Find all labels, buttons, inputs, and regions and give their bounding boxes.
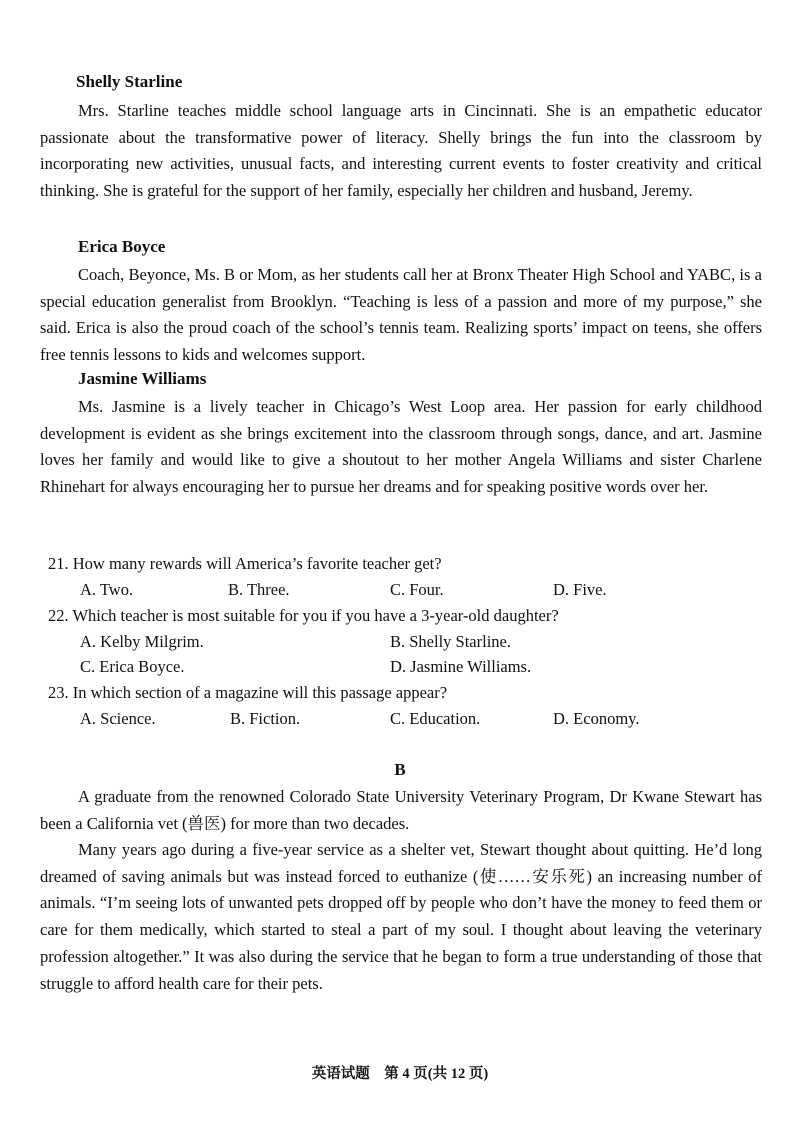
q23-option-a[interactable]: A. Science.: [80, 709, 156, 728]
q21-option-b[interactable]: B. Three.: [228, 580, 290, 599]
teacher-name-shelly: Shelly Starline: [76, 72, 183, 91]
section-b-paragraph-2: Many years ago during a five-year service as a shelter vet, Stewart thought about quitting. He’d long dreamed of saving animals but was instead forced to euthanize (使……安乐死) an increasing number of animals. “I’m seeing lots of unwanted pets dropped off by people who don’t have the money to feed them or care for them medically, which started to steal a part of my soul. I thought about leaving the veterinary profession altogether.” It was also during the service that he began to form a true understanding of those that struggle to afford health care for their pets.: [40, 840, 762, 993]
page-footer: 英语试题 第 4 页(共 12 页): [311, 1066, 489, 1082]
q23-option-b[interactable]: B. Fiction.: [230, 709, 301, 728]
q23-option-c[interactable]: C. Education.: [390, 709, 481, 728]
q22-option-d[interactable]: D. Jasmine Williams.: [390, 657, 532, 676]
question-23-stem: 23. In which section of a magazine will this passage appear?: [48, 683, 448, 702]
q21-option-d[interactable]: D. Five.: [553, 580, 607, 599]
q21-option-a[interactable]: A. Two.: [80, 580, 134, 599]
teacher-bio-erica: Coach, Beyonce, Ms. B or Mom, as her students call her at Bronx Theater High School and YABC, is a special education generalist from Brooklyn. “Teaching is less of a passion and more of my purpose,” she said. Erica is also the proud coach of the school’s tennis team. Realizing sports’ impact on teens, she offers free tennis lessons to kids and welcomes support.: [40, 265, 762, 365]
teacher-name-erica: Erica Boyce: [78, 237, 166, 256]
q22-option-a[interactable]: A. Kelby Milgrim.: [80, 632, 204, 651]
teacher-bio-shelly: Mrs. Starline teaches middle school language arts in Cincinnati. She is an empathetic educator passionate about the transformative power of literacy. Shelly brings the fun into the classroom by incorporating new activities, unusual facts, and interesting current events to foster creativity and critical thinking. She is grateful for the support of her family, especially her children and husband, Jeremy.: [40, 101, 762, 201]
q22-option-b[interactable]: B. Shelly Starline.: [390, 632, 511, 651]
section-b-heading: B: [394, 760, 406, 779]
q23-option-d[interactable]: D. Economy.: [553, 709, 640, 728]
question-21-stem: 21. How many rewards will America’s favorite teacher get?: [48, 554, 442, 573]
teacher-name-jasmine: Jasmine Williams: [78, 369, 207, 388]
teacher-bio-jasmine: Ms. Jasmine is a lively teacher in Chicago’s West Loop area. Her passion for early childhood development is evident as she brings excitement into the classroom through songs, dance, and art. Jasmine loves her family and would like to give a shoutout to her mother Angela Williams and sister Charlene Rhinehart for always encouraging her to pursue her dreams and for speaking positive words over her.: [40, 397, 762, 497]
question-22-stem: 22. Which teacher is most suitable for you if you have a 3-year-old daughter?: [48, 606, 559, 625]
section-b-paragraph-1: A graduate from the renowned Colorado State University Veterinary Program, Dr Kwane Stewart has been a California vet (兽医) for more than two decades.: [40, 787, 762, 833]
q22-option-c[interactable]: C. Erica Boyce.: [80, 657, 185, 676]
q21-option-c[interactable]: C. Four.: [390, 580, 444, 599]
